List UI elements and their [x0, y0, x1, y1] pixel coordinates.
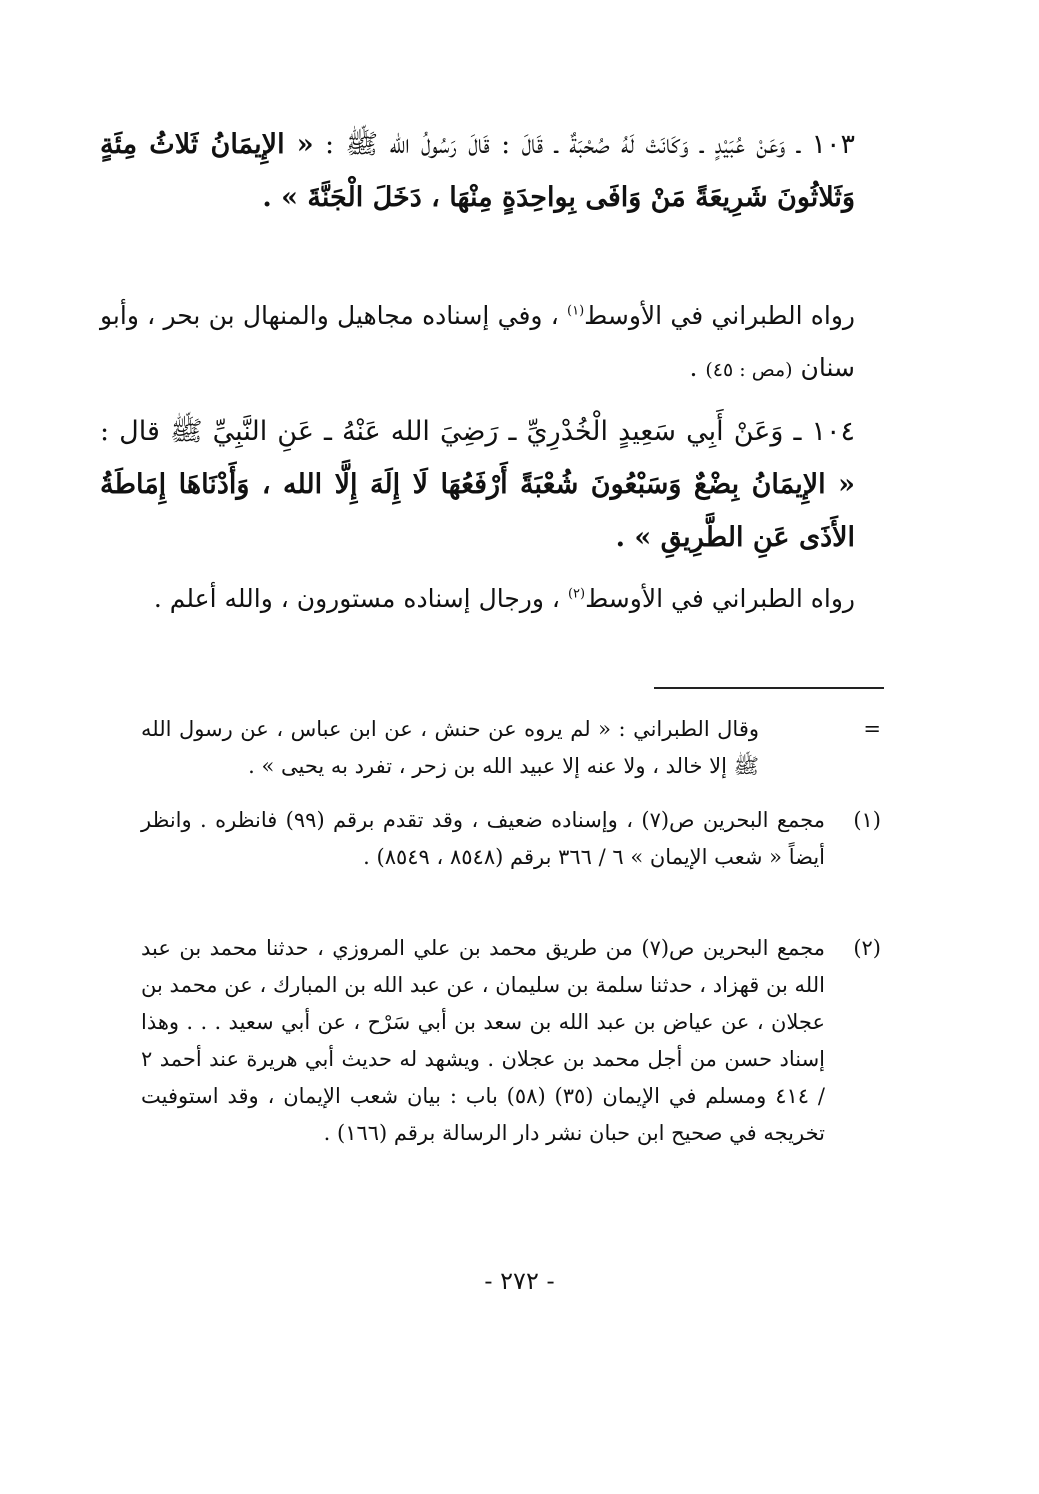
hadith-104-commentary: [100, 573, 899, 625]
hadith-104-intro: ١٠٤ ـ وَعَنْ أَبِي سَعِيدٍ الْخُدْرِيِّ ـ رَضِيَ الله عَنْهُ ـ عَنِ النَّبِيِّ ﷺ قال :: [100, 416, 855, 447]
hadith-103-matn: « الإِيمَانُ ثَلاثُ مِئَةٍ وَثَلاثُونَ شَرِيعَةً مَنْ وَافَى بِواحِدَةٍ مِنْهَا ، دَخَلَ الْجَنَّةَ » .: [100, 129, 855, 213]
hadith-104-matn: « الإِيمَانُ بِضْعٌ وَسَبْعُونَ شُعْبَةً أَرْفَعُهَا لَا إِلَهَ إِلَّا الله ، وَأَدْنَاهَا إِمَاطَةُ الأَذَى عَنِ الطَّرِيقِ » .: [100, 469, 855, 553]
hadith-103-cross-ref: (مص : ٤٥): [705, 359, 793, 381]
hadith-103-commentary-a: رواه الطبراني في الأوسط: [584, 301, 855, 330]
footnote-text: وقال الطبراني : « لم يروه عن حنش ، عن ابن عباس ، عن رسول الله ﷺ إلا خالد ، ولا عنه إلا عبيد الله بن زحر ، تفرد به يحيى » .: [141, 717, 759, 778]
hadith-103-commentary-b: ، وفي إسناده مجاهيل والمنهال بن بحر ، وأبو سنان: [100, 301, 855, 382]
footnote-text: مجمع البحرين ص(٧) من طريق محمد بن علي المروزي ، حدثنا محمد بن عبد الله بن قهزاد ، حدثنا سلمة بن سليمان ، عن عبد الله بن المبارك ، عن محمد بن عجلان ، عن عياض بن عبد الله بن سعد بن أبي سَرْح ، عن أبي سعيد . . . وهذا إسناد حسن من أجل محمد بن عجلان . ويشهد له حديث أبي هريرة عند أحمد ٢ / ٤١٤ ومسلم في الإيمان (٣٥) (٥٨) باب : بيان شعب الإيمان ، وقد استوفيت تخريجه في صحيح ابن حبان نشر دار الرسالة برقم (١٦٦) .: [141, 936, 825, 1145]
hadith-103-commentary: [100, 290, 899, 396]
footnote-marker: (١): [853, 808, 881, 832]
footnote-ref-1[interactable]: (١): [567, 303, 585, 319]
hadith-104-commentary-a: رواه الطبراني في الأوسط: [585, 584, 855, 613]
hadith-103-commentary-end: .: [689, 353, 698, 382]
page-number: - ٢٧٢ -: [484, 1267, 555, 1295]
footnote-separator: [654, 687, 884, 689]
footnote-ref-2[interactable]: (٢): [567, 586, 586, 602]
footnote-text: مجمع البحرين ص(٧) ، وإسناده ضعيف ، وقد تقدم برقم (٩٩) فانظره . وانظر أيضاً « شعب الإيمان » ٦ / ٣٦٦ برقم (٨٥٤٨ ، ٨٥٤٩) .: [141, 808, 825, 869]
hadith-103-intro: ١٠٣ ـ وَعَنْ عُبَيْدٍ ـ وَكَانَتْ لَهُ صُحْبَةٌ ـ قَالَ : قَالَ رَسُولُ الله ﷺ :: [325, 129, 855, 160]
hadith-103: [100, 118, 899, 224]
footnote-marker: (٢): [853, 936, 881, 960]
footnote-marker: =: [863, 717, 881, 741]
footnote-2: [141, 930, 881, 1152]
footnote-continuation: [141, 711, 881, 785]
hadith-104: [100, 405, 899, 564]
hadith-104-commentary-b: ، ورجال إسناده مستورون ، والله أعلم .: [153, 584, 560, 613]
footnote-1: [141, 802, 881, 876]
